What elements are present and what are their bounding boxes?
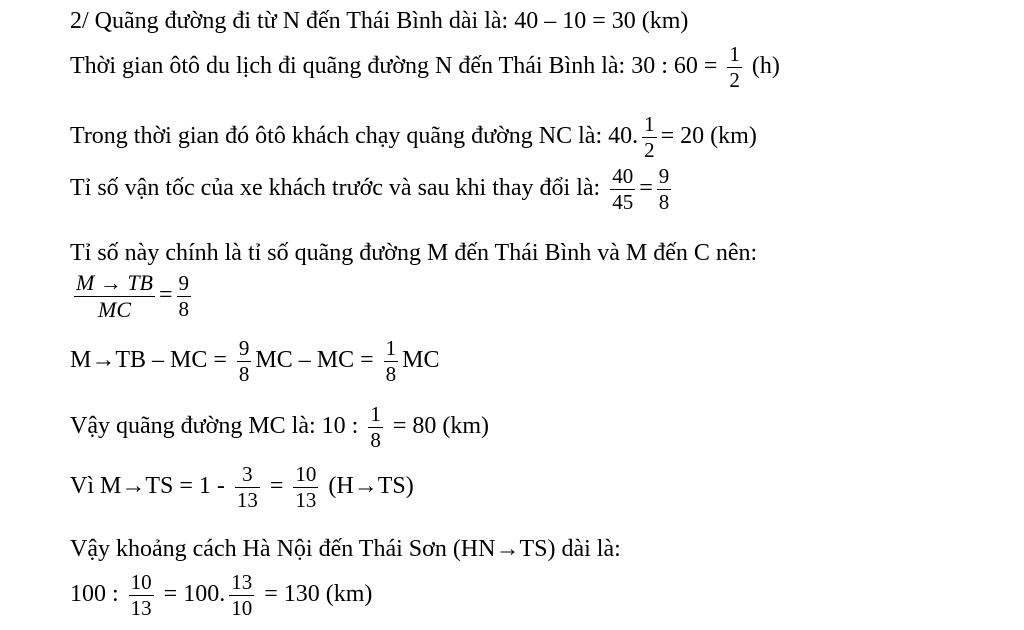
line-2-text: Thời gian ôtô du lịch đi quãng đường N đến Thái Bình là: 30 : 60 = [70,53,718,80]
line-6 [70,272,195,321]
result-text: = 20 (km) [660,123,757,150]
line-7-text-a: M→TB – MC = [70,347,227,374]
numerator: 1 [370,402,381,426]
line-7 [70,338,439,385]
line-10 [70,536,621,563]
line-9-text-after: (H→TS) [328,473,414,500]
equals-sign: = [269,473,284,500]
denominator: 13 [130,596,152,620]
numerator: 3 [235,464,260,488]
denominator: 8 [385,362,397,386]
fraction [237,338,252,385]
line-7-text-c: MC [402,347,440,374]
line-1-text: 2/ Quãng đường đi từ N đến Thái Bình dài là: 40 – 10 = 30 (km) [70,8,689,34]
line-3 [70,114,757,161]
line-7-text-b: MC – MC = [255,347,374,374]
line-11-text-after: = 130 (km) [264,581,373,608]
fraction [642,114,657,161]
numerator: 1 [729,42,740,66]
numerator: 10 [295,462,317,486]
line-2 [70,44,780,91]
denominator: 8 [238,362,250,386]
line-5-text: Tỉ số này chính là tỉ số quãng đường M đến Thái Bình và M đến C nên: [70,240,758,266]
line-11-text-a: 100 : [70,581,119,608]
line-9 [70,464,414,511]
line-11 [70,572,372,619]
fraction [74,272,155,321]
equals-sign: = [639,175,653,202]
fraction [610,166,635,213]
line-11-text-b: = 100. [163,581,226,608]
equals-sign: = [159,282,173,309]
numerator: 9 [178,271,190,295]
numerator: 10 [130,570,152,594]
line-8-text: Vậy quãng đường MC là: 10 : [70,413,359,440]
fraction [384,338,399,385]
numerator: 40 [612,164,634,188]
denominator: 10 [231,596,253,620]
result-text: = 80 (km) [392,413,490,440]
numerator: M → TB [76,270,153,295]
fraction [368,404,383,451]
numerator: 13 [231,570,253,594]
fraction [229,572,254,619]
fraction [657,166,672,213]
denominator: 8 [178,297,190,321]
line-9-text-a: Vì M→TS = 1 - [70,473,225,500]
denominator: 8 [658,190,670,214]
numerator: 9 [658,164,670,188]
line-10-text: Vậy khoảng cách Hà Nội đến Thái Sơn (HN→TS) dài là: [70,536,621,562]
denominator: 8 [370,428,381,452]
denominator: 45 [612,190,634,214]
numerator: 1 [385,336,397,360]
line-8 [70,404,489,451]
fraction [129,572,154,619]
numerator: 9 [238,336,250,360]
denominator: 2 [644,138,655,162]
denominator: MC [98,297,131,322]
fraction [235,464,260,511]
line-1 [70,8,688,35]
fraction [727,44,742,91]
fraction [177,273,192,320]
line-5 [70,240,757,267]
denominator: 2 [729,68,740,92]
fraction [293,464,318,511]
line-3-text: Trong thời gian đó ôtô khách chạy quãng đường NC là: 40. [70,123,639,150]
denominator: 13 [236,488,258,512]
denominator: 13 [295,488,317,512]
unit-text: (h) [751,53,780,80]
numerator: 1 [644,112,655,136]
line-4-text: Tỉ số vận tốc của xe khách trước và sau khi thay đổi là: [70,175,601,202]
line-4 [70,166,675,213]
